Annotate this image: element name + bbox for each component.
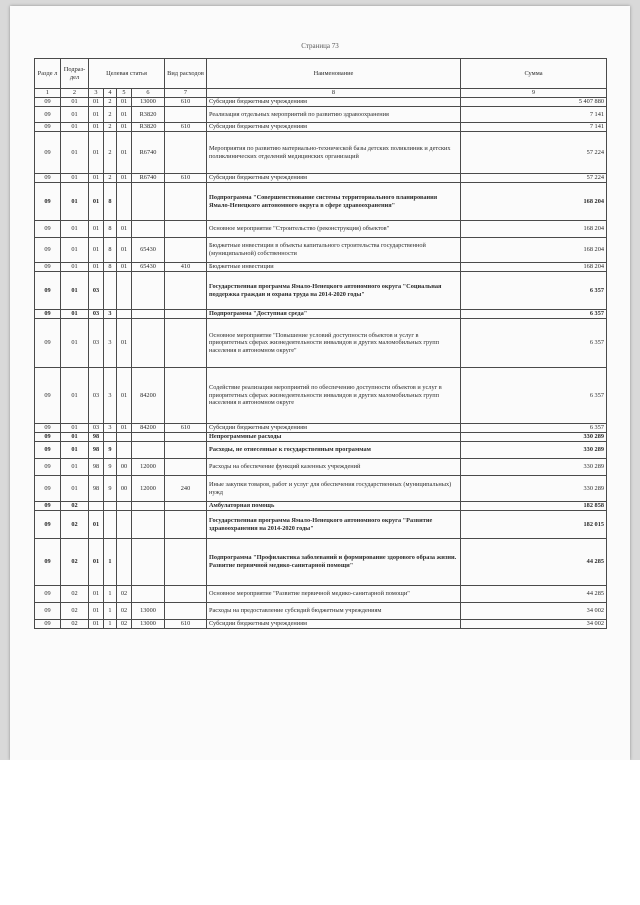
- amount-cell: 5 407 880: [461, 98, 607, 107]
- subprogram-code-cell: 2: [104, 132, 117, 174]
- direction-code-cell: [132, 310, 165, 319]
- amount-cell: 182 858: [461, 502, 607, 511]
- table-row: [35, 132, 607, 174]
- direction-code-cell: 84200: [132, 424, 165, 433]
- amount-cell: 330 289: [461, 459, 607, 476]
- name-cell: Реализация отдельных мероприятий по развитию здравоохранения: [207, 107, 461, 123]
- subprogram-code-cell: 3: [104, 310, 117, 319]
- podrazdel-cell: 01: [61, 459, 89, 476]
- direction-code-cell: [132, 539, 165, 586]
- expense-type-cell: 610: [165, 98, 207, 107]
- table-header-row: [35, 59, 607, 89]
- podrazdel-cell: 01: [61, 123, 89, 132]
- program-code-cell: 98: [89, 459, 104, 476]
- razdel-cell: 09: [35, 603, 61, 620]
- name-cell: Расходы, не отнесенные к государственным программам: [207, 442, 461, 459]
- table-row: [35, 511, 607, 539]
- razdel-cell: 09: [35, 319, 61, 368]
- measure-code-cell: [117, 310, 132, 319]
- measure-code-cell: [117, 433, 132, 442]
- amount-cell: 330 289: [461, 442, 607, 459]
- direction-code-cell: [132, 442, 165, 459]
- column-number: 2: [61, 89, 89, 98]
- name-cell: Подпрограмма "Доступная среда": [207, 310, 461, 319]
- razdel-cell: 09: [35, 310, 61, 319]
- table-row: [35, 620, 607, 629]
- razdel-cell: 09: [35, 107, 61, 123]
- program-code-cell: 01: [89, 603, 104, 620]
- subprogram-code-cell: 2: [104, 123, 117, 132]
- expense-type-cell: [165, 319, 207, 368]
- table-row: [35, 123, 607, 132]
- direction-code-cell: [132, 502, 165, 511]
- expense-type-cell: [165, 107, 207, 123]
- razdel-cell: 09: [35, 620, 61, 629]
- subprogram-code-cell: 3: [104, 368, 117, 424]
- subprogram-code-cell: 1: [104, 620, 117, 629]
- program-code-cell: 01: [89, 183, 104, 221]
- program-code-cell: 01: [89, 539, 104, 586]
- program-code-cell: 98: [89, 433, 104, 442]
- subprogram-code-cell: 9: [104, 442, 117, 459]
- program-code-cell: 01: [89, 620, 104, 629]
- amount-cell: 57 224: [461, 174, 607, 183]
- expense-type-cell: [165, 459, 207, 476]
- direction-code-cell: R6740: [132, 132, 165, 174]
- program-code-cell: 01: [89, 132, 104, 174]
- table-row: [35, 221, 607, 238]
- table-row: [35, 539, 607, 586]
- subprogram-code-cell: 9: [104, 459, 117, 476]
- program-code-cell: 01: [89, 586, 104, 603]
- program-code-cell: 01: [89, 98, 104, 107]
- header-celevaya-statya: Целевая статья: [89, 59, 165, 89]
- table-row: [35, 319, 607, 368]
- amount-cell: 330 289: [461, 433, 607, 442]
- razdel-cell: 09: [35, 424, 61, 433]
- column-number: 3: [89, 89, 104, 98]
- amount-cell: 182 015: [461, 511, 607, 539]
- document-page: [10, 6, 630, 760]
- razdel-cell: 09: [35, 263, 61, 272]
- header-naimenovanie: Наименование: [207, 59, 461, 89]
- direction-code-cell: [132, 511, 165, 539]
- amount-cell: 44 285: [461, 586, 607, 603]
- direction-code-cell: R6740: [132, 174, 165, 183]
- podrazdel-cell: 01: [61, 132, 89, 174]
- podrazdel-cell: 02: [61, 586, 89, 603]
- expense-type-cell: [165, 183, 207, 221]
- amount-cell: 34 002: [461, 603, 607, 620]
- podrazdel-cell: 01: [61, 107, 89, 123]
- name-cell: Основное мероприятие "Повышение условий доступности объектов и услуг в приоритетных сферах жизнедеятельности инвалидов и других маломобильных групп населения в автономном округе": [207, 319, 461, 368]
- direction-code-cell: [132, 272, 165, 310]
- measure-code-cell: 01: [117, 319, 132, 368]
- table-body: [35, 98, 607, 629]
- razdel-cell: 09: [35, 238, 61, 263]
- name-cell: Расходы на предоставление субсидий бюджетным учреждениям: [207, 603, 461, 620]
- amount-cell: 168 204: [461, 183, 607, 221]
- direction-code-cell: 12000: [132, 459, 165, 476]
- measure-code-cell: [117, 539, 132, 586]
- razdel-cell: 09: [35, 476, 61, 502]
- program-code-cell: 03: [89, 310, 104, 319]
- amount-cell: 6 357: [461, 272, 607, 310]
- podrazdel-cell: 01: [61, 442, 89, 459]
- measure-code-cell: 02: [117, 586, 132, 603]
- expense-type-cell: 240: [165, 476, 207, 502]
- measure-code-cell: 01: [117, 424, 132, 433]
- name-cell: Основное мероприятие "Развитие первичной медико-санитарной помощи": [207, 586, 461, 603]
- subprogram-code-cell: [104, 433, 117, 442]
- column-number-row: [35, 89, 607, 98]
- blank-area: [0, 760, 640, 905]
- header-podrazdel: Подраз- дел: [61, 59, 89, 89]
- table-row: [35, 603, 607, 620]
- expense-type-cell: [165, 603, 207, 620]
- razdel-cell: 09: [35, 433, 61, 442]
- column-number: 5: [117, 89, 132, 98]
- amount-cell: 330 289: [461, 476, 607, 502]
- podrazdel-cell: 02: [61, 502, 89, 511]
- expense-type-cell: [165, 221, 207, 238]
- program-code-cell: 98: [89, 442, 104, 459]
- expense-type-cell: [165, 511, 207, 539]
- name-cell: Субсидии бюджетным учреждениям: [207, 98, 461, 107]
- razdel-cell: 09: [35, 132, 61, 174]
- podrazdel-cell: 02: [61, 603, 89, 620]
- expense-type-cell: [165, 433, 207, 442]
- podrazdel-cell: 01: [61, 221, 89, 238]
- table-row: [35, 238, 607, 263]
- podrazdel-cell: 01: [61, 263, 89, 272]
- column-number: 6: [132, 89, 165, 98]
- table-row: [35, 174, 607, 183]
- amount-cell: 168 204: [461, 221, 607, 238]
- direction-code-cell: 12000: [132, 476, 165, 502]
- razdel-cell: 09: [35, 183, 61, 221]
- amount-cell: 6 357: [461, 319, 607, 368]
- table-row: [35, 424, 607, 433]
- podrazdel-cell: 01: [61, 98, 89, 107]
- razdel-cell: 09: [35, 123, 61, 132]
- expense-type-cell: [165, 586, 207, 603]
- measure-code-cell: 01: [117, 368, 132, 424]
- subprogram-code-cell: 1: [104, 539, 117, 586]
- direction-code-cell: 65430: [132, 238, 165, 263]
- name-cell: Амбулаторная помощь: [207, 502, 461, 511]
- measure-code-cell: 01: [117, 107, 132, 123]
- razdel-cell: 09: [35, 539, 61, 586]
- podrazdel-cell: 02: [61, 620, 89, 629]
- name-cell: Субсидии бюджетным учреждениям: [207, 424, 461, 433]
- program-code-cell: 03: [89, 272, 104, 310]
- program-code-cell: 01: [89, 174, 104, 183]
- header-razdel: Разде л: [35, 59, 61, 89]
- subprogram-code-cell: 3: [104, 319, 117, 368]
- name-cell: Государственная программа Ямало-Ненецкого автономного округа "Развитие здравоохранения на 2014-2020 годы": [207, 511, 461, 539]
- subprogram-code-cell: [104, 272, 117, 310]
- table-row: [35, 442, 607, 459]
- name-cell: Государственная программа Ямало-Ненецкого автономного округа "Социальная поддержка граждан и охрана труда на 2014-2020 годы": [207, 272, 461, 310]
- column-number: 1: [35, 89, 61, 98]
- table-row: [35, 263, 607, 272]
- podrazdel-cell: 01: [61, 424, 89, 433]
- subprogram-code-cell: 3: [104, 424, 117, 433]
- expense-type-cell: [165, 132, 207, 174]
- table-row: [35, 272, 607, 310]
- program-code-cell: 03: [89, 424, 104, 433]
- program-code-cell: 01: [89, 238, 104, 263]
- measure-code-cell: 01: [117, 98, 132, 107]
- subprogram-code-cell: 2: [104, 107, 117, 123]
- subprogram-code-cell: 1: [104, 603, 117, 620]
- name-cell: Основное мероприятие "Строительство (реконструкция) объектов": [207, 221, 461, 238]
- direction-code-cell: [132, 183, 165, 221]
- page-number-label: Страница 73: [301, 42, 339, 50]
- subprogram-code-cell: 1: [104, 586, 117, 603]
- podrazdel-cell: 01: [61, 238, 89, 263]
- razdel-cell: 09: [35, 272, 61, 310]
- subprogram-code-cell: 8: [104, 238, 117, 263]
- program-code-cell: 01: [89, 511, 104, 539]
- table-row: [35, 459, 607, 476]
- direction-code-cell: 84200: [132, 368, 165, 424]
- table-row: [35, 310, 607, 319]
- header-vid-rashodov: Вид расходов: [165, 59, 207, 89]
- amount-cell: 57 224: [461, 132, 607, 174]
- measure-code-cell: 01: [117, 238, 132, 263]
- amount-cell: 44 285: [461, 539, 607, 586]
- razdel-cell: 09: [35, 174, 61, 183]
- razdel-cell: 09: [35, 221, 61, 238]
- measure-code-cell: 01: [117, 221, 132, 238]
- direction-code-cell: [132, 586, 165, 603]
- name-cell: Непрограммные расходы: [207, 433, 461, 442]
- podrazdel-cell: 01: [61, 476, 89, 502]
- program-code-cell: 01: [89, 221, 104, 238]
- expense-type-cell: [165, 442, 207, 459]
- program-code-cell: 01: [89, 107, 104, 123]
- name-cell: Содействие реализации мероприятий по обеспечению доступности объектов и услуг в приоритетных сферах жизнедеятельности инвалидов и других маломобильных групп населения в автономном округе: [207, 368, 461, 424]
- razdel-cell: 09: [35, 502, 61, 511]
- podrazdel-cell: 01: [61, 174, 89, 183]
- column-number: 7: [165, 89, 207, 98]
- name-cell: Субсидии бюджетным учреждениям: [207, 620, 461, 629]
- name-cell: Подпрограмма "Совершенствование системы территориального планирования Ямало-Ненецкого автономного округа в сфере здравоохранения": [207, 183, 461, 221]
- name-cell: Иные закупки товаров, работ и услуг для обеспечения государственных (муниципальных) нужд: [207, 476, 461, 502]
- expense-type-cell: [165, 310, 207, 319]
- amount-cell: 168 204: [461, 263, 607, 272]
- amount-cell: 6 357: [461, 368, 607, 424]
- column-number: 4: [104, 89, 117, 98]
- table-row: [35, 476, 607, 502]
- subprogram-code-cell: [104, 511, 117, 539]
- podrazdel-cell: 01: [61, 310, 89, 319]
- direction-code-cell: 13000: [132, 98, 165, 107]
- name-cell: Бюджетные инвестиции в объекты капитального строительства государственной (муниципальной) собственности: [207, 238, 461, 263]
- measure-code-cell: 02: [117, 620, 132, 629]
- subprogram-code-cell: [104, 502, 117, 511]
- direction-code-cell: 65430: [132, 263, 165, 272]
- razdel-cell: 09: [35, 442, 61, 459]
- amount-cell: 168 204: [461, 238, 607, 263]
- measure-code-cell: 00: [117, 476, 132, 502]
- program-code-cell: 03: [89, 319, 104, 368]
- measure-code-cell: [117, 502, 132, 511]
- podrazdel-cell: 01: [61, 319, 89, 368]
- measure-code-cell: 00: [117, 459, 132, 476]
- expense-type-cell: 610: [165, 424, 207, 433]
- podrazdel-cell: 01: [61, 183, 89, 221]
- podrazdel-cell: 01: [61, 272, 89, 310]
- header-summa: Сумма: [461, 59, 607, 89]
- table-row: [35, 107, 607, 123]
- table-row: [35, 183, 607, 221]
- razdel-cell: 09: [35, 368, 61, 424]
- subprogram-code-cell: 2: [104, 174, 117, 183]
- direction-code-cell: 13000: [132, 620, 165, 629]
- measure-code-cell: 01: [117, 174, 132, 183]
- direction-code-cell: [132, 433, 165, 442]
- name-cell: Подпрограмма "Профилактика заболеваний и формирование здорового образа жизни. Развитие первичной медико-санитарной помощи": [207, 539, 461, 586]
- program-code-cell: 01: [89, 263, 104, 272]
- measure-code-cell: [117, 511, 132, 539]
- razdel-cell: 09: [35, 586, 61, 603]
- direction-code-cell: R3820: [132, 107, 165, 123]
- expense-type-cell: 410: [165, 263, 207, 272]
- subprogram-code-cell: 2: [104, 98, 117, 107]
- expense-type-cell: [165, 502, 207, 511]
- name-cell: Субсидии бюджетным учреждениям: [207, 174, 461, 183]
- program-code-cell: 03: [89, 368, 104, 424]
- measure-code-cell: [117, 272, 132, 310]
- razdel-cell: 09: [35, 459, 61, 476]
- direction-code-cell: [132, 319, 165, 368]
- razdel-cell: 09: [35, 511, 61, 539]
- column-number: 8: [207, 89, 461, 98]
- measure-code-cell: 01: [117, 132, 132, 174]
- table-row: [35, 433, 607, 442]
- expense-type-cell: 610: [165, 123, 207, 132]
- subprogram-code-cell: 9: [104, 476, 117, 502]
- column-number: 9: [461, 89, 607, 98]
- measure-code-cell: 01: [117, 263, 132, 272]
- measure-code-cell: 02: [117, 603, 132, 620]
- direction-code-cell: R3820: [132, 123, 165, 132]
- amount-cell: 6 357: [461, 424, 607, 433]
- table-row: [35, 368, 607, 424]
- amount-cell: 7 141: [461, 107, 607, 123]
- amount-cell: 7 141: [461, 123, 607, 132]
- podrazdel-cell: 01: [61, 433, 89, 442]
- program-code-cell: [89, 502, 104, 511]
- budget-table: [34, 58, 607, 629]
- measure-code-cell: [117, 442, 132, 459]
- table-row: [35, 98, 607, 107]
- table-row: [35, 586, 607, 603]
- expense-type-cell: [165, 539, 207, 586]
- amount-cell: 34 002: [461, 620, 607, 629]
- measure-code-cell: 01: [117, 123, 132, 132]
- direction-code-cell: [132, 221, 165, 238]
- measure-code-cell: [117, 183, 132, 221]
- podrazdel-cell: 01: [61, 368, 89, 424]
- expense-type-cell: 610: [165, 174, 207, 183]
- name-cell: Мероприятия по развитию материально-технической базы детских поликлиник и детских поликлинических отделений медицинских организаций: [207, 132, 461, 174]
- program-code-cell: 98: [89, 476, 104, 502]
- direction-code-cell: 13000: [132, 603, 165, 620]
- subprogram-code-cell: 8: [104, 221, 117, 238]
- subprogram-code-cell: 8: [104, 183, 117, 221]
- name-cell: Расходы на обеспечение функций казенных учреждений: [207, 459, 461, 476]
- name-cell: Субсидии бюджетным учреждениям: [207, 123, 461, 132]
- table-row: [35, 502, 607, 511]
- name-cell: Бюджетные инвестиции: [207, 263, 461, 272]
- expense-type-cell: [165, 368, 207, 424]
- subprogram-code-cell: 8: [104, 263, 117, 272]
- expense-type-cell: [165, 238, 207, 263]
- expense-type-cell: 610: [165, 620, 207, 629]
- podrazdel-cell: 02: [61, 539, 89, 586]
- amount-cell: 6 357: [461, 310, 607, 319]
- razdel-cell: 09: [35, 98, 61, 107]
- podrazdel-cell: 02: [61, 511, 89, 539]
- program-code-cell: 01: [89, 123, 104, 132]
- expense-type-cell: [165, 272, 207, 310]
